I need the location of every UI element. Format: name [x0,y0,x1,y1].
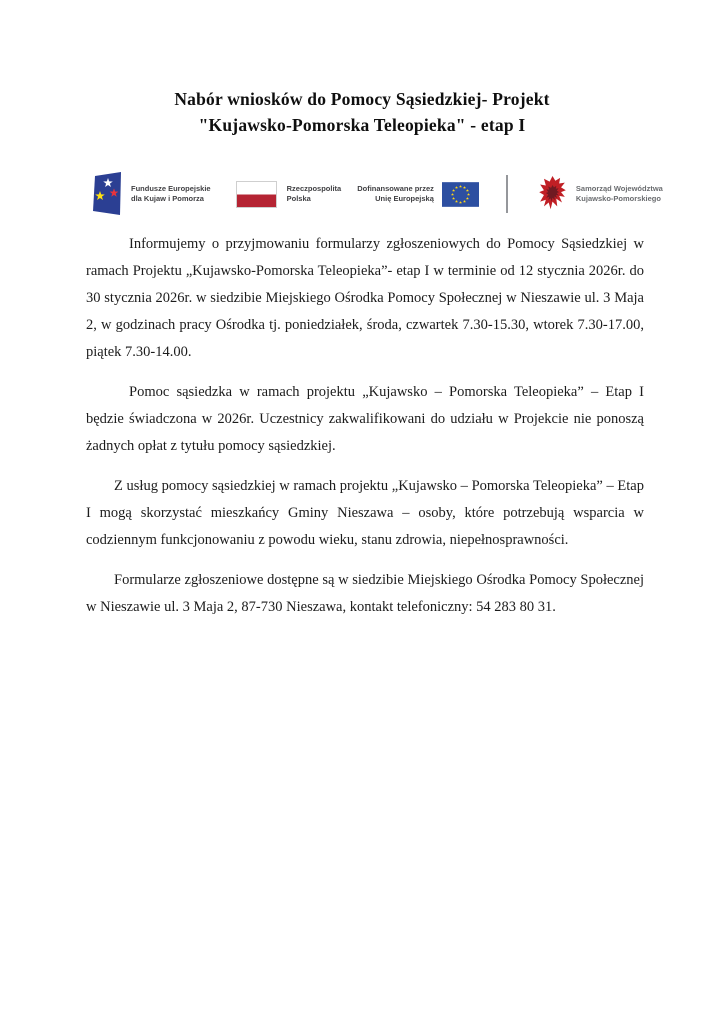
eu-funds-flag-icon [90,171,124,217]
logo-samorzad-wojewodztwa [538,175,663,213]
logo-rzeczpospolita-polska [236,181,342,208]
region-label: Samorząd Województwa Kujawsko-Pomorskiego [575,184,663,203]
paragraph-eligibility: Z usług pomocy sąsiedzkiej w ramach projektu „Kujawsko – Pomorska Teleopieka” – Etap I mogą skorzystać mieszkańcy Gminy Nieszawa – osoby, które potrzebują wsparcia w codziennym funkcjonowaniu z powodu wieku, stanu zdrowia, niepełnosprawności. [86,478,644,548]
region-griffin-emblem-icon [538,175,567,213]
document-body [86,231,644,621]
funding-logo-bar [90,168,724,220]
eu-flag-icon [442,182,479,207]
logo-eu-funding [357,182,479,207]
eu-funding-label: Dofinansowane przez Unię Europejską [357,184,434,203]
paragraph-free-of-charge: Pomoc sąsiedzka w ramach projektu „Kujawsko – Pomorska Teleopieka” – Etap I będzie świadczona w 2026r. Uczestnicy zakwalifikowani do udziału w Projekcie nie ponoszą żadnych opłat z tytułu pomocy sąsiedzkiej. [86,384,644,454]
poland-label: Rzeczpospolita Polska [286,184,342,203]
paragraph-intake-info: Informujemy o przyjmowaniu formularzy zgłoszeniowych do Pomocy Sąsiedzkiej w ramach Projektu „Kujawsko-Pomorska Teleopieka”- etap I w terminie od 12 stycznia 2026r. do 30 stycznia 2026r. w siedzibie Miejskiego Ośrodka Pomocy Społecznej w Nieszawie ul. 3 Maja 2, w godzinach pracy Ośrodka tj. poniedziałek, środa, czwartek 7.30-15.30, wtorek 7.30-17.00, piątek 7.30-14.00. [86,236,644,360]
poland-flag-icon [236,181,277,208]
page-title-line1: Nabór wniosków do Pomocy Sąsiedzkiej- Projekt [174,89,550,109]
page-title-line2: "Kujawsko-Pomorska Teleopieka" - etap I [198,115,526,135]
logo-fundusze-europejskie [90,171,211,217]
paragraph-forms-contact: Formularze zgłoszeniowe dostępne są w siedzibie Miejskiego Ośrodka Pomocy Społecznej w Nieszawie ul. 3 Maja 2, 87-730 Nieszawa, kontakt telefoniczny: 54 283 80 31. [86,572,644,615]
eu-funds-label: Fundusze Europejskie dla Kujaw i Pomorza [131,184,211,203]
logo-separator [506,175,508,213]
page-title [60,86,664,138]
